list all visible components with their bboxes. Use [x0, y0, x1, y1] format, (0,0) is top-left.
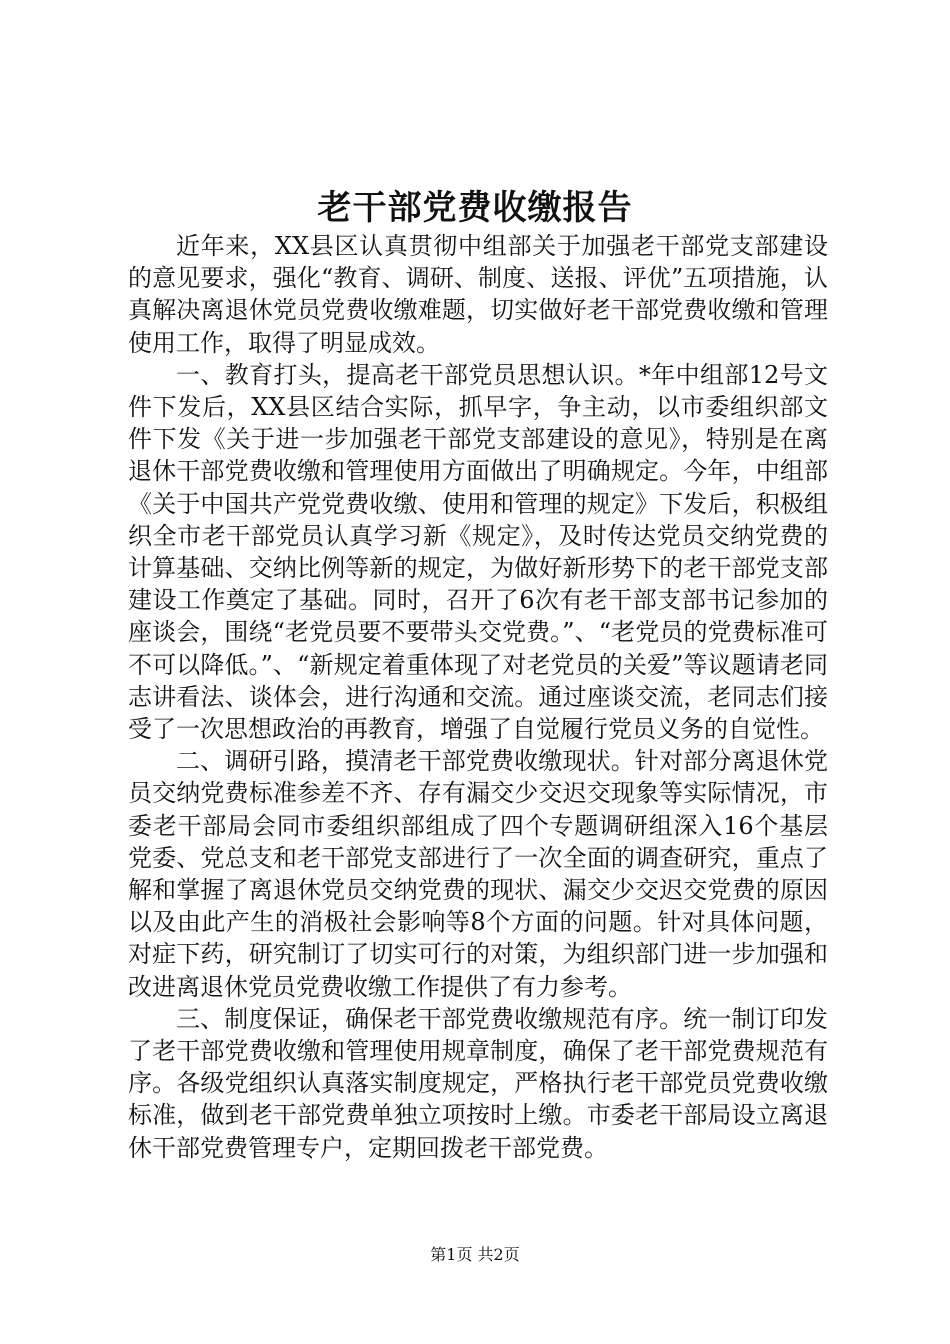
page-footer — [0, 1244, 950, 1266]
paragraph-research: 二、调研引路，摸清老干部党费收缴现状。针对部分离退休党员交纳党费标准参差不齐、存有漏交少交迟交现象等实际情况，市委老干部局会同市委组织部组成了四个专题调研组深入16个基层党委、党总支和老干部党支部进行了一次全面的调查研究，重点了解和掌握了离退休党员交纳党费的现状、漏交少交迟交党费的原因以及由此产生的消极社会影响等8个方面的问题。针对具体问题，对症下药，研究制订了切实可行的对策，为组织部门进一步加强和改进离退休党员党费收缴工作提供了有力参考。 — [128, 747, 828, 1001]
paragraph-system: 三、制度保证，确保老干部党费收缴规范有序。统一制订印发了老干部党费收缴和管理使用规章制度，确保了老干部党费规范有序。各级党组织认真落实制度规定，严格执行老干部党员党费收缴标准，做到老干部党费单独立项按时上缴。市委老干部局设立离退休干部党费管理专户，定期回拨老干部党费。 — [128, 1004, 828, 1162]
document-body — [128, 230, 828, 1164]
paragraph-education: 一、教育打头，提高老干部党员思想认识。*年中组部12号文件下发后，XX县区结合实际，抓早字，争主动，以市委组织部文件下发《关于进一步加强老干部党支部建设的意见》，特别是在离退休干部党费收缴和管理使用方面做出了明确规定。今年，中组部《关于中国共产党党费收缴、使用和管理的规定》下发后，积极组织全市老干部党员认真学习新《规定》，及时传达党员交纳党费的计算基础、交纳比例等新的规定，为做好新形势下的老干部党支部建设工作奠定了基础。同时，召开了6次有老干部支部书记参加的座谈会，围绕“老党员要不要带头交党费。”、“老党员的党费标准可不可以降低。”、“新规定着重体现了对老党员的关爱”等议题请老同志讲看法、谈体会，进行沟通和交流。通过座谈交流，老同志们接受了一次思想政治的再教育，增强了自觉履行党员义务的自觉性。 — [128, 360, 828, 744]
document-title: 老干部党费收缴报告 — [317, 188, 633, 228]
paragraph-intro: 近年来，XX县区认真贯彻中组部关于加强老干部党支部建设的意见要求，强化“教育、调研、制度、送报、评优”五项措施，认真解决离退休党员党费收缴难题，切实做好老干部党费收缴和管理使用工作，取得了明显成效。 — [128, 232, 828, 357]
page-number: 第1页 共2页 — [430, 1245, 520, 1264]
